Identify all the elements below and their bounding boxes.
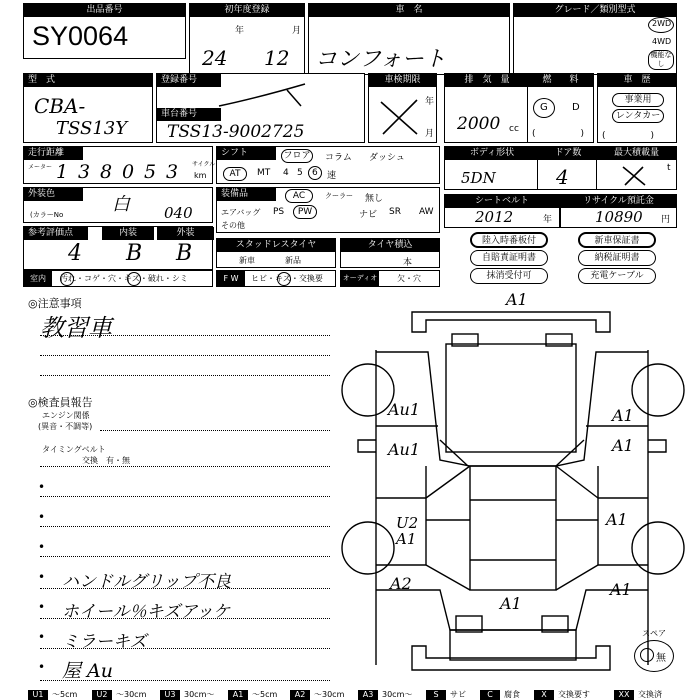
damage-mark: A1 [612,406,634,425]
damage-mark: A1 [500,594,522,613]
chassis-value: TSS13-9002725 [167,122,305,142]
equipment-box [216,187,440,233]
audio-label: オーディオ [341,271,379,286]
mileage-digits [48,159,188,185]
score-value: 4 [68,241,82,266]
inspection-cross-icon [377,94,421,138]
color-label: 外装色 [24,188,83,201]
shift-box [216,146,440,184]
damage-mark: A1 [612,436,634,455]
note-item-wheel: ホイール％キズアッケ [62,602,231,622]
shift-speed-unit: 速 [327,171,337,181]
legend-code: X [534,690,554,700]
equip-navi: ナビ [359,210,378,220]
model-value-2: TSS13Y [56,118,128,139]
first-registration-label: 初年度登録 [190,4,304,17]
chassis-label: 車台番号 [157,108,221,121]
inspector-label: ◎検査員報告 [28,396,93,409]
shift-label: シフト [217,147,276,160]
studless-label: スタッドレスタイヤ [217,239,335,252]
inspection-year-unit: 年 [425,97,435,107]
car-name-label: 車 名 [309,4,509,17]
model-box [23,73,153,143]
equip-ac: AC [285,189,313,203]
legend-code: C [480,690,500,700]
color-code: 040 [164,204,193,222]
legend-range: 交換要す [558,690,590,699]
engine-label: エンジン関係 [42,411,90,420]
damage-mark: Au1 [388,440,421,459]
legend-code: U3 [160,690,180,700]
mileage-digit: 5 [144,161,157,183]
caution-line-2 [40,355,330,356]
displacement-label: 排 気 量 [445,74,529,87]
legend-bar [28,690,688,700]
car-diagram [340,290,685,682]
shift-at: AT [223,167,247,181]
legend-range: 30cm〜 [184,690,215,699]
legend-code: A3 [358,690,378,700]
room-scratch-circle [127,272,141,286]
bullet: • [38,510,46,524]
note-item-roof: 屋 Au [62,660,113,682]
exterior-value: B [176,241,193,266]
body-value: 5DN [461,169,496,187]
displacement-value: 2000 [457,114,501,134]
studless-new-item: 新品 [285,256,301,265]
model-label: 型 式 [24,74,152,87]
recycle-value: 10890 [595,208,643,226]
bullet: • [38,540,46,554]
fw-box [216,270,336,287]
car-name-value: コンフォート [315,47,446,72]
bullet: • [38,570,46,584]
fuel-box [527,73,594,143]
seatbelt-value: 2012 [475,208,514,226]
doc-insurance: 自賠責証明書 [470,250,548,266]
damage-mark: A2 [390,574,412,593]
note-line [40,588,330,589]
equipment-label: 装備品 [217,188,276,201]
capacity-label: 最大積載量 [597,147,676,160]
bullet: • [38,600,46,614]
legend-range: 〜30cm [314,690,345,699]
room-box [23,270,213,287]
drive-2wd: 2WD [652,19,672,28]
legend-code: XX [614,690,634,700]
exterior-label: 外装 [157,227,214,240]
note-line [40,556,330,557]
mileage-digit: 0 [122,161,135,183]
mileage-box [23,146,216,184]
equip-cooler: クーラー [325,192,353,200]
inspection-label: 車検期限 [369,74,436,87]
legend-range: 〜5cm [52,690,78,699]
seatbelt-box [444,194,560,228]
model-value-1: CBA- [34,94,86,118]
damage-mark: Au1 [388,400,421,419]
studless-box [216,238,336,268]
capacity-cross-icon [619,163,649,189]
room-options: 汚れ・コゲ・穴・キズ・破れ・シミ [60,274,188,283]
damage-mark: A1 [396,530,417,548]
equip-none: 無し [365,194,384,204]
timing-label: タイミングベルト [42,445,106,454]
fw-label: F W [217,271,245,286]
mileage-digit: 3 [166,161,179,183]
shift-mt: MT [257,168,271,178]
interior-value: B [126,241,143,266]
bullet: • [38,630,46,644]
tire-label: タイヤ積込 [341,239,439,252]
score-box [23,226,213,270]
seatbelt-unit: 年 [543,215,553,225]
timing-options: 交換 有・無 [82,456,130,465]
caution-value: 教習車 [40,314,112,342]
note-line [40,618,330,619]
note-item-handle: ハンドルグリップ不良 [62,572,231,592]
caution-line-3 [40,375,330,376]
drive-4wd: 4WD [652,37,672,46]
damage-mark: A1 [506,290,528,309]
car-name-box [308,3,510,75]
fuel-paren: ( ) [532,129,585,139]
caution-line-1 [40,335,330,336]
mileage-digit: 3 [78,161,91,183]
fw-scratch-circle [277,272,291,286]
shift-speed-4: 4 [283,168,289,178]
room-dirt-circle [60,272,74,286]
inspection-month-unit: 月 [425,129,435,139]
room-label: 室内 [24,271,52,286]
recycle-unit: 円 [661,215,671,225]
interior-label: 内装 [102,227,154,240]
engine-sub: (異音・不調等) [38,422,93,431]
history-label: 車 歴 [598,74,676,87]
cc-unit: cc [509,124,519,134]
body-label: ボディ形状 [445,147,539,160]
history-box [597,73,677,143]
first-registration-box [189,3,305,75]
first-registration-year: 24 [202,46,228,70]
recycle-label: リサイクル預託金 [561,195,676,208]
shift-speed-5: 5 [297,168,303,178]
body-box [444,146,540,190]
score-label: 参考評価点 [24,227,88,240]
note-line [40,496,330,497]
damage-mark: U2 [396,514,419,532]
note-line [40,526,330,527]
doc-tax: 納税証明書 [578,250,656,266]
lot-number-box [23,3,186,59]
fuel-g: G [540,102,548,113]
note-line [40,680,330,681]
capacity-unit: t [667,163,671,173]
caution-label: ◎注意事項 [28,297,82,310]
shift-speed-6: 6 [312,168,318,178]
damage-mark: A1 [606,510,628,529]
doors-label: ドア数 [538,147,598,160]
doors-box [537,146,599,190]
mileage-digit: 8 [100,161,113,183]
history-business: 事業用 [612,93,664,107]
legend-code: U2 [92,690,112,700]
seatbelt-label: シートベルト [445,195,559,208]
equip-ps: PS [273,207,285,217]
km-unit: km [194,171,207,180]
lot-number-label: 出品番号 [24,4,185,17]
mileage-label: 走行距離 [24,147,83,160]
legend-range: 〜30cm [116,690,147,699]
legend-range: 〜5cm [252,690,278,699]
grade-box [513,3,677,75]
fuel-label: 燃 料 [528,74,593,87]
fuel-d: D [572,102,580,113]
legend-code: S [426,690,446,700]
tire-unit: 本 [403,258,413,268]
studless-new-car: 新車 [239,256,255,265]
audio-box [340,270,440,287]
doors-value: 4 [556,165,569,189]
note-line [40,648,330,649]
audio-options: 欠・穴 [397,274,421,283]
lot-number-value: SY0064 [32,21,129,51]
spare-value: 無 [656,653,666,664]
fw-options: ヒビ・キズ・交換要 [251,274,323,283]
tire-box [340,238,440,268]
equip-other: その他 [221,221,245,230]
spare-label: スペア [642,629,666,638]
doc-warranty: 新車保証書 [578,232,656,248]
damage-mark: A1 [610,580,632,599]
legend-range: 30cm〜 [382,690,413,699]
legend-range: サビ [450,690,466,699]
shift-dash: ダッシュ [369,153,405,163]
shift-column: コラム [325,153,352,163]
displacement-box [444,73,530,143]
note-item-mirror: ミラーキズ [62,632,147,652]
docs-box [444,228,677,286]
year-unit: 年 [235,26,245,36]
cycle-label: サイクル [192,161,216,168]
mileage-digit: 1 [56,161,69,183]
color-value: 白 [112,194,130,215]
legend-range: 交換済 [638,690,662,699]
grade-label: グレード／類別型式 [514,4,676,17]
engine-line [100,430,330,431]
color-number-label: (カラーNo [30,211,64,219]
registration-box [156,73,365,143]
history-paren: ( ) [602,131,655,141]
equip-pw: PW [293,205,317,219]
equip-airbag: エアバッグ [221,208,261,217]
month-unit: 月 [292,26,302,36]
history-rental: レンタカー [612,109,664,123]
color-box [23,187,213,223]
shift-floor: フロア [281,149,313,163]
drive-none: 機能なし [648,50,674,70]
equip-aw: AW [419,207,434,217]
bullet: • [38,660,46,674]
legend-code: A1 [228,690,248,700]
capacity-box [596,146,677,190]
registration-label: 登録番号 [157,74,221,87]
first-registration-month: 12 [264,46,290,70]
spare-none-circle [640,648,654,662]
doc-cable: 充電ケーブル [578,268,656,284]
meter-label: メーター [28,164,53,171]
timing-line [40,466,330,467]
recycle-box [560,194,677,228]
doc-temp-plate: 陸入時番板付 [470,232,548,248]
inspection-box [368,73,437,143]
registration-strike-icon [217,80,307,110]
legend-range: 腐食 [504,690,520,699]
legend-code: U1 [28,690,48,700]
legend-code: A2 [290,690,310,700]
equip-sr: SR [389,207,401,217]
doc-cancel: 抹消受付可 [470,268,548,284]
bullet: • [38,480,46,494]
